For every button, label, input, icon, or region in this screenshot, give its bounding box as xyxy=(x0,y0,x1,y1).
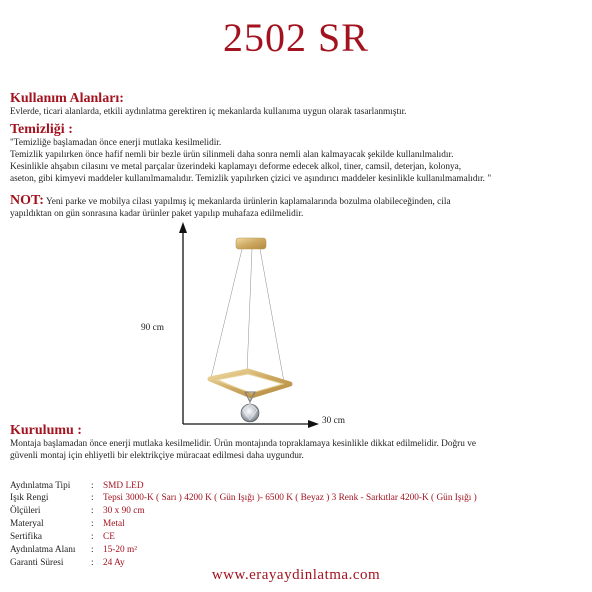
cleaning-heading: Temizliği : xyxy=(10,122,73,137)
spec-label: Sertifika xyxy=(10,532,43,542)
spec-row-certificate xyxy=(10,531,115,543)
wire xyxy=(260,249,284,382)
website-link[interactable]: www.erayaydinlatma.com xyxy=(211,567,381,583)
cleaning-line: aseton, gibi kimyevi maddeler kullanılmamalıdır. Temizlik yapılırken çizici ve aşındırıcı maddeler kesinlikle kullanılmamalıdır. " xyxy=(10,174,492,184)
width-label: 30 cm xyxy=(322,416,345,426)
wire xyxy=(211,249,242,378)
spec-colon: : xyxy=(91,532,94,542)
spec-colon: : xyxy=(91,558,94,568)
note-heading: NOT: xyxy=(10,193,44,208)
width-arrow-head xyxy=(308,420,319,428)
spec-row-lighting-type xyxy=(10,480,144,492)
crystal-ball xyxy=(241,404,259,422)
cleaning-line: Temizlik yapılırken önce hafif nemli bir bezle ürün silinmeli daha sonra nemli alan kalmayacak şekilde kullanılmalıdır. xyxy=(10,150,454,160)
cleaning-line: Kesinlikle ahşabın cilasını ve metal parçalar üzerindeki kaplamayı deforme edecek alkol, tiner, camsil, deterjan, kolonya, xyxy=(10,162,462,172)
spec-value: SMD LED xyxy=(103,481,144,491)
height-label: 90 cm xyxy=(141,323,164,333)
height-arrow-head xyxy=(179,222,187,233)
spec-colon: : xyxy=(91,506,94,516)
spec-label: Garanti Süresi xyxy=(10,558,64,568)
installation-heading: Kurulumu : xyxy=(10,423,82,438)
spec-label: Aydınlatma Alanı xyxy=(10,545,76,555)
spec-row-dimensions xyxy=(10,505,145,517)
spec-value: Tepsi 3000-K ( Sarı ) 4200 K ( Gün Işığı )- 6500 K ( Beyaz ) 3 Renk - Sarkıtlar 4200-K ( Gün Işığı ) xyxy=(103,493,477,503)
installation-text xyxy=(10,438,590,462)
installation-line: güvenli montaj için ehliyetli bir elektrikçiye müracaat edilmesi daha uygundur. xyxy=(10,451,304,461)
spec-value: 30 x 90 cm xyxy=(103,506,145,516)
product-title: 2502 SR xyxy=(223,15,369,60)
spec-label: Ölçüleri xyxy=(10,506,41,516)
spec-value: 24 Ay xyxy=(103,558,125,568)
spec-row-material xyxy=(10,518,125,530)
spec-colon: : xyxy=(91,481,94,491)
spec-row-lighting-area xyxy=(10,544,137,556)
spec-value: CE xyxy=(103,532,115,542)
installation-line: Montaja başlamadan önce enerji mutlaka kesilmelidir. Ürün montajında topraklamaya kesinlikle dikkat edilmelidir. Doğru ve xyxy=(10,439,477,449)
spec-value: Metal xyxy=(103,519,125,529)
spec-label: Materyal xyxy=(10,519,44,529)
usage-text: Evlerde, ticari alanlarda, etkili aydınlatma gerektiren iç mekanlarda kullanıma uygun olarak tasarlanmıştır. xyxy=(10,107,407,117)
spec-label: Aydınlatma Tipi xyxy=(10,481,71,491)
spec-value: 15-20 m² xyxy=(103,545,138,555)
spec-colon: : xyxy=(91,493,94,503)
wire xyxy=(247,249,252,373)
spec-row-light-color xyxy=(10,492,477,504)
note-text-1: Yeni parke ve mobilya cilası yapılmış iç mekanlarda ürünlerin kaplamalarında bozulma olabileceğinden, cila xyxy=(45,197,451,207)
spec-colon: : xyxy=(91,545,94,555)
spec-label: Işık Rengi xyxy=(10,493,49,503)
ceiling-canopy xyxy=(236,238,266,249)
cleaning-line: "Temizliğe başlamadan önce enerji mutlaka kesilmelidir. xyxy=(10,138,222,148)
usage-heading: Kullanım Alanları: xyxy=(10,91,124,106)
spec-colon: : xyxy=(91,519,94,529)
note-text-2: yapıldıktan on gün sonrasına kadar ürünler paket yapılıp muhafaza edilmelidir. xyxy=(10,209,304,219)
